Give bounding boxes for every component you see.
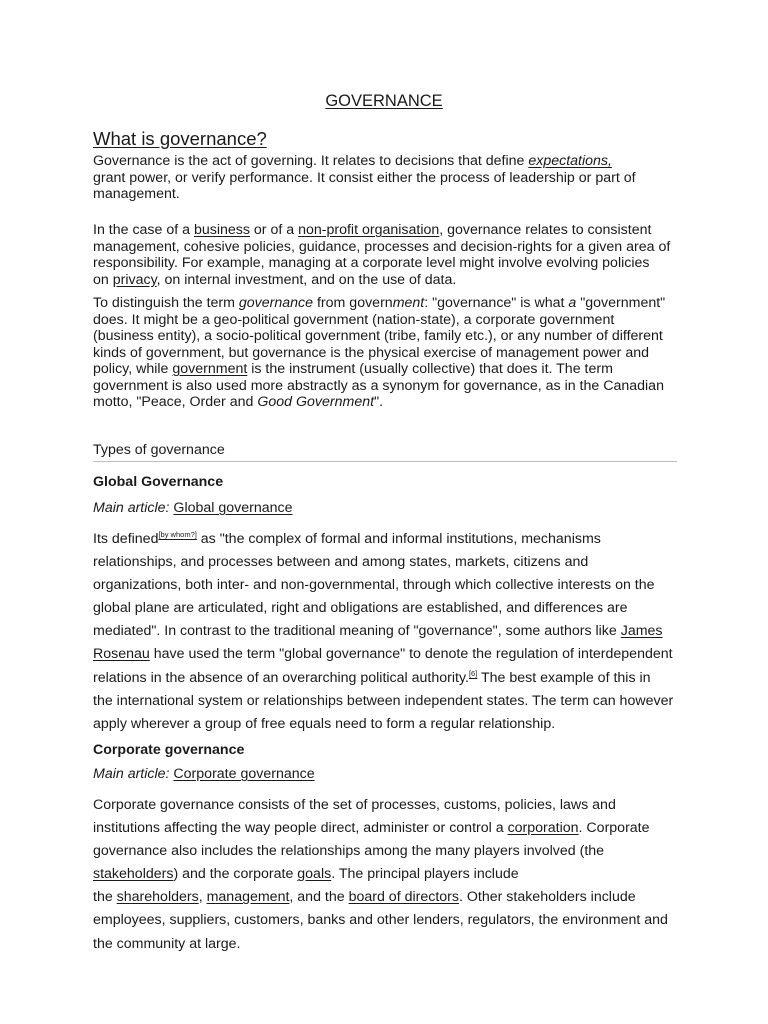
paragraph-business: In the case of a business or of a non-profit organisation, governance relates to consistent management, cohesive policies, guidance, processes and decision-rights for a given area of responsibility. For example, managing at a corporate level might involve evolving policies on privacy, on internal investment, and on the use of data. [93,222,671,288]
section-heading: What is governance? [93,128,267,149]
paragraph-corporate: Corporate governance consists of the set of processes, customs, policies, laws and institutions affecting the way people direct, administer or control a corporation. Corporate governance also includes the relationships among the many players involved (the stakeholders) and the corporate goals. The principal players include the shareholders, management, and the board of directors. Other stakeholders include employees, suppliers, customers, banks and other lenders, regulators, the environment and the community at large. [93,797,668,952]
link-rosenau[interactable]: Rosenau [93,646,150,663]
page-title: GOVERNANCE [325,92,443,110]
link-corporate-governance[interactable]: Corporate governance [173,766,315,782]
link-by-whom[interactable]: [by whom?] [158,530,197,539]
paragraph-global: Its defined[by whom?] as "the complex of formal and informal institutions, mechanisms relationships, and processes between and among states, markets, citizens and organizations, both inter- and non-governmental, through which collective interests on the global plane are articulated, right and obligations are established, and differences are mediated". In contrast to the traditional meaning of "governance", some authors like James Rosenau have used the term "global governance" to denote the regulation of interdependent relations in the absence of an overarching political authority.[6] The best example of this in the international system or relationships between independent states. The term can however apply wherever a group of free equals need to form a regular relationship. [93,530,674,732]
link-goals[interactable]: goals [297,866,332,883]
link-citation-6[interactable]: [6] [468,668,478,678]
link-business[interactable]: business [193,222,250,238]
global-main-article: Main article: Global governance [93,500,293,516]
corporate-main-article: Main article: Corporate governance [93,766,315,782]
corporate-governance-heading: Corporate governance [93,742,245,758]
link-board-of-directors[interactable]: board of directors [348,889,459,906]
global-governance-heading: Global Governance [93,474,224,490]
link-management[interactable]: management [206,889,290,906]
paragraph-distinction: To distinguish the term governance from government: "governance" is what a "government" does. It might be a geo-political government (nation-state), a corporate government (business entity), a socio-political government (tribe, family etc.), or any number of different kinds of government, but governance is the physical exercise of management power and policy, while government is the instrument (usually collective) that does it. The term government is also used more abstractly as a synonym for governance, as in the Canadian motto, "Peace, Order and Good Government". [93,295,666,410]
link-corporation[interactable]: corporation [507,820,579,837]
link-expectations[interactable]: expectations, [528,153,612,169]
link-privacy[interactable]: privacy [112,271,157,288]
link-global-governance[interactable]: Global governance [173,500,293,516]
types-heading: Types of governance [93,442,677,462]
paragraph-definition: Governance is the act of governing. It relates to decisions that define expectations, grant power, or verify performance. It consist either the process of leadership or part of management. [93,153,636,202]
link-james-rosenau[interactable]: James [620,623,663,640]
link-non-profit[interactable]: non-profit organisation [298,222,440,238]
link-shareholders[interactable]: shareholders [116,889,199,906]
link-stakeholders[interactable]: stakeholders [93,866,174,883]
link-government[interactable]: government [172,361,248,377]
